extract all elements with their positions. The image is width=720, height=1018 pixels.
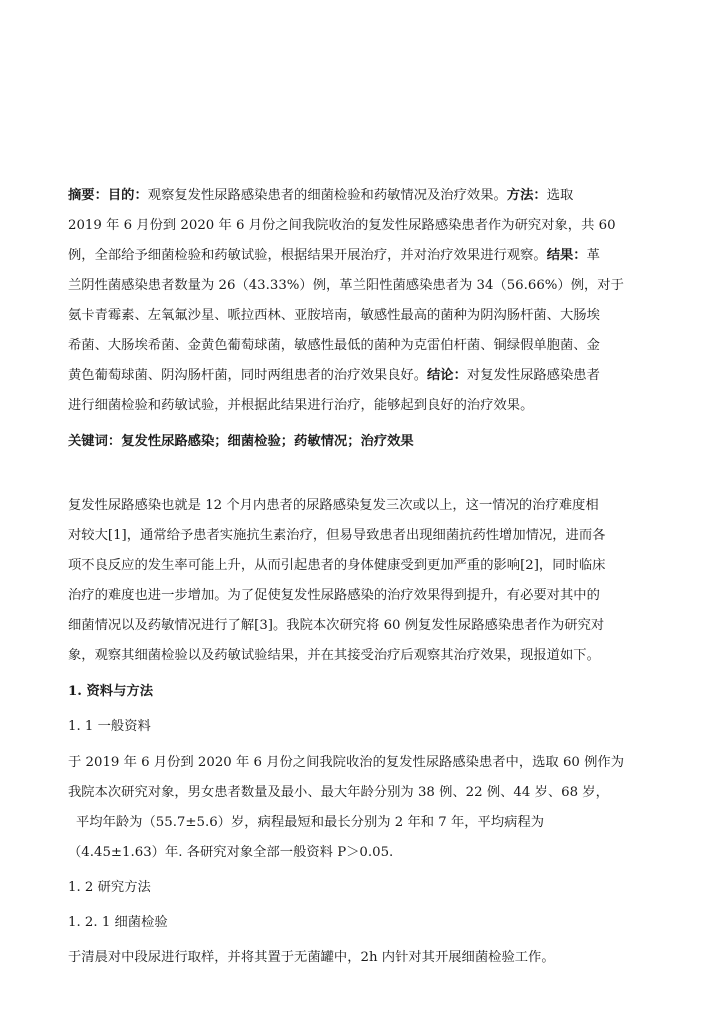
abstract-label: 摘要： bbox=[68, 188, 108, 203]
abstract-line-7 bbox=[68, 366, 658, 386]
abstract-line-1 bbox=[68, 186, 658, 206]
abstract-line-3 bbox=[68, 246, 658, 266]
objective-label: 目的： bbox=[107, 188, 148, 203]
intro-line-3: 项不良反应的发生率可能上升，从而引起患者的身体健康受到更加严重的影响[2]，同时临床 bbox=[68, 558, 606, 573]
keywords-line bbox=[68, 432, 658, 452]
objective-text: 观察复发性尿路感染患者的细菌检验和药敏情况及治疗效果。 bbox=[147, 188, 507, 203]
method-text-3: 例，全部给予细菌检验和药敏试验，根据结果开展治疗，并对治疗效果进行观察。 bbox=[68, 248, 547, 263]
method-text-1: 选取 bbox=[546, 188, 574, 203]
keywords-items: 复发性尿路感染；细菌检验；药敏情况；治疗效果 bbox=[121, 434, 414, 449]
result-text-5: 黄色葡萄球菌、阴沟肠杆菌，同时两组患者的治疗效果良好。 bbox=[68, 368, 428, 383]
intro-line-1: 复发性尿路感染也就是 12 个月内患者的尿路感染复发三次或以上，这一情况的治疗难度相 bbox=[68, 498, 599, 513]
subsection-1-2-1-title: 1. 2. 1 细菌检验 bbox=[68, 915, 168, 930]
section-title: 1. 资料与方法 bbox=[68, 684, 153, 699]
conclusion-label: 结论： bbox=[427, 368, 467, 383]
sub1-line-3: 平均年龄为（55.7±5.6）岁，病程最短和最长分别为 2 年和 7 年，平均病程为 bbox=[76, 815, 545, 830]
sub1-line-2: 我院本次研究对象，男女患者数量及最小、最大年龄分别为 38 例、22 例、44 岁、68 岁， bbox=[68, 785, 609, 800]
abstract-line-8: 进行细菌检验和药敏试验，并根据此结果进行治疗，能够起到良好的治疗效果。 bbox=[68, 398, 534, 413]
abstract-line-2: 2019 年 6 月份到 2020 年 6 月份之间我院收治的复发性尿路感染患者作为研究对象，共 60 bbox=[68, 218, 616, 233]
result-text-1: 革 bbox=[586, 248, 600, 263]
keywords-label: 关键词： bbox=[68, 434, 122, 449]
subsection-1-2-title: 1. 2 研究方法 bbox=[68, 880, 151, 895]
sub21-line-1: 于清晨对中段尿进行取样，并将其置于无菌罐中，2h 内针对其开展细菌检验工作。 bbox=[68, 950, 555, 965]
intro-line-4: 治疗的难度也进一步增加。为了促使复发性尿路感染的治疗效果得到提升，有必要对其中的 bbox=[68, 588, 600, 603]
intro-line-6: 象，观察其细菌检验以及药敏试验结果，并在其接受治疗后观察其治疗效果，现报道如下。 bbox=[68, 648, 600, 663]
intro-line-2: 对较大[1]，通常给予患者实施抗生素治疗，但易导致患者出现细菌抗药性增加情况，进而各 bbox=[68, 528, 606, 543]
conclusion-text-1: 对复发性尿路感染患者 bbox=[466, 368, 600, 383]
intro-line-5: 细菌情况以及药敏情况进行了解[3]。我院本次研究将 60 例复发性尿路感染患者作为研究对 bbox=[68, 618, 605, 633]
result-label: 结果： bbox=[546, 248, 587, 263]
subsection-1-1-title: 1. 1 一般资料 bbox=[68, 719, 151, 734]
sub1-line-4: （4.45±1.63）年. 各研究对象全部一般资料 P＞0.05. bbox=[68, 845, 394, 860]
sub1-line-1: 于 2019 年 6 月份到 2020 年 6 月份之间我院收治的复发性尿路感染患者中，选取 60 例作为 bbox=[68, 755, 624, 770]
abstract-line-5: 氨卡青霉素、左氧氟沙星、哌拉西林、亚胺培南，敏感性最高的菌种为阴沟肠杆菌、大肠埃 bbox=[68, 308, 600, 323]
method-label: 方法： bbox=[506, 188, 547, 203]
abstract-line-6: 希菌、大肠埃希菌、金黄色葡萄球菌，敏感性最低的菌种为克雷伯杆菌、铜绿假单胞菌、金 bbox=[68, 338, 600, 353]
abstract-line-4: 兰阴性菌感染患者数量为 26（43.33%）例，革兰阳性菌感染患者为 34（56.66%）例，对于 bbox=[68, 278, 624, 293]
